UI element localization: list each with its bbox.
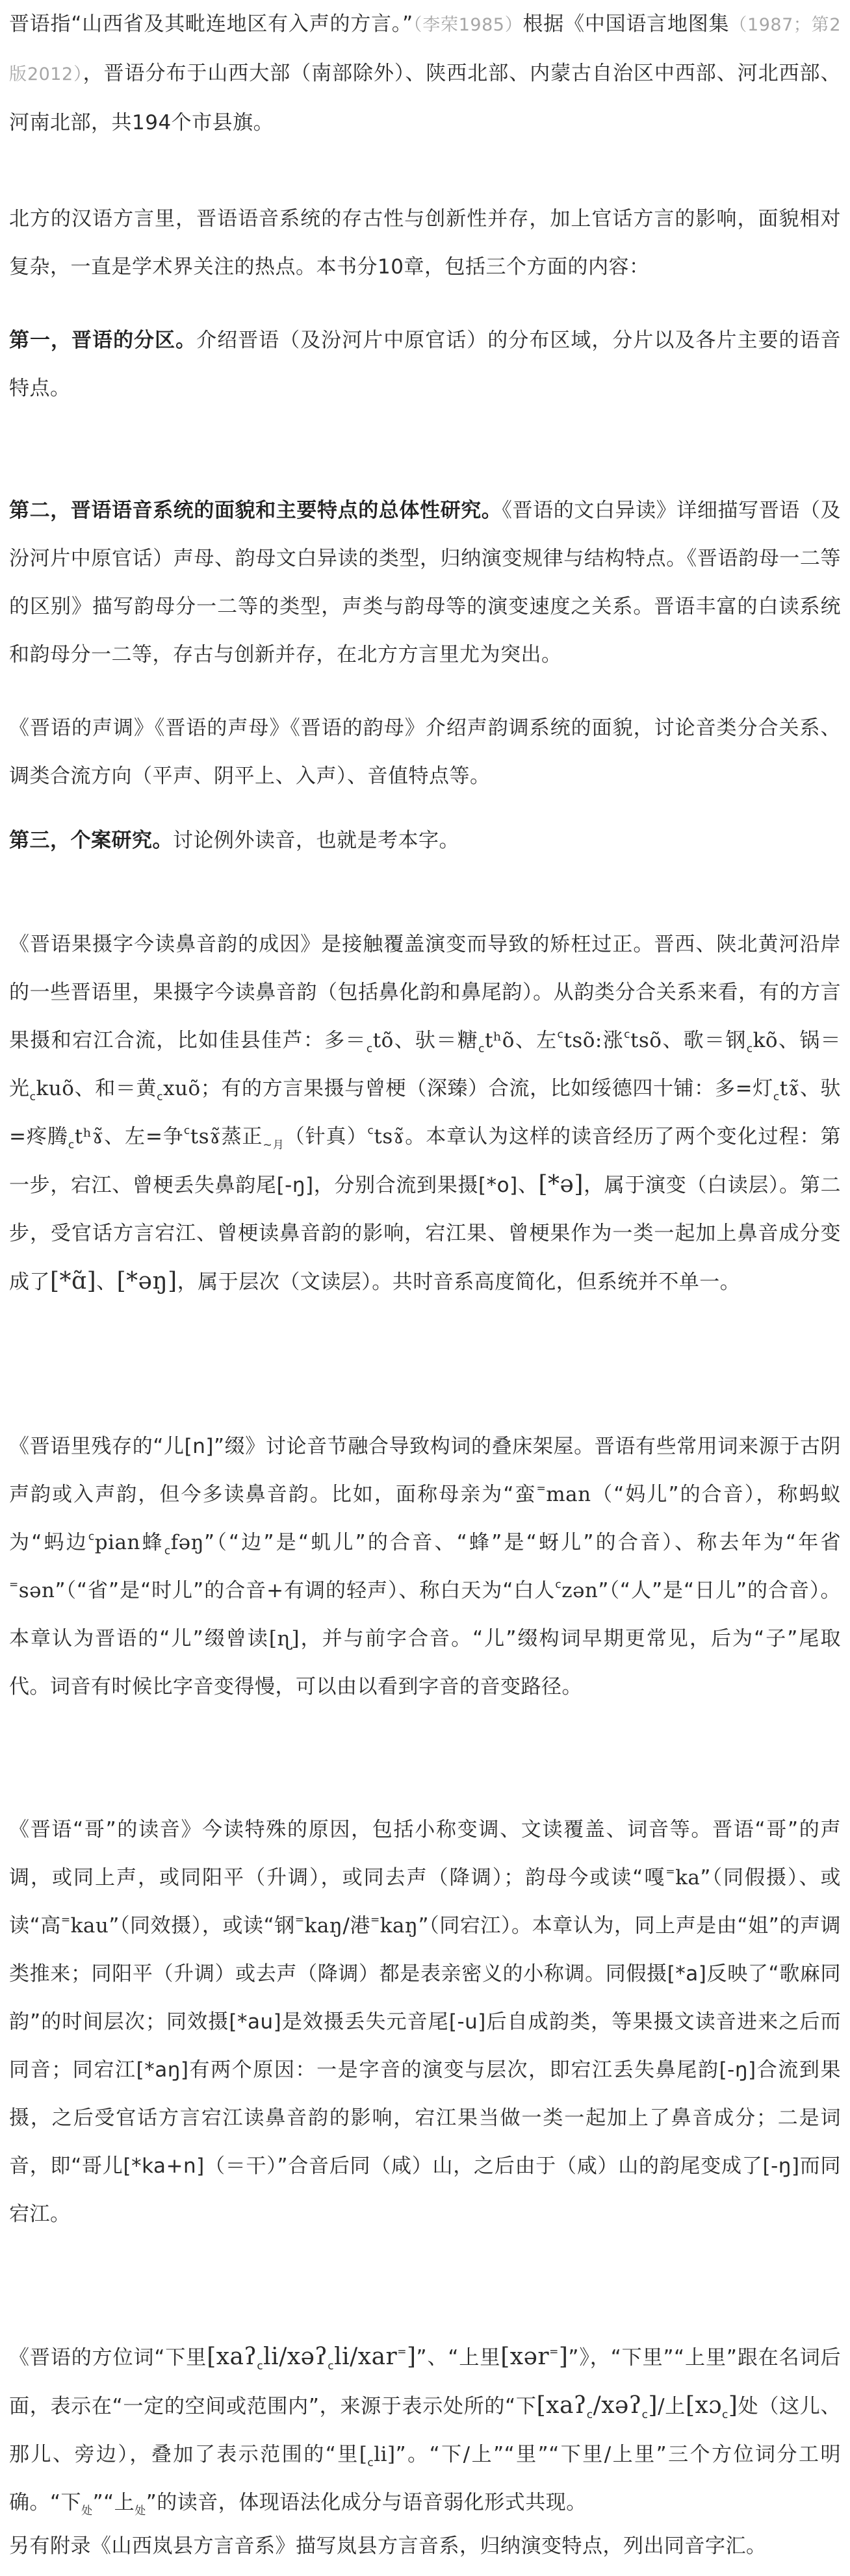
guoshe-text: 、 bbox=[96, 1270, 117, 1294]
subscript-note: ~月 bbox=[263, 1139, 285, 1152]
ipa-transcription: tsɤ̃ bbox=[374, 1125, 405, 1148]
ipa-transcription: li] bbox=[374, 2443, 396, 2466]
ipa-transcription: kau bbox=[70, 1914, 109, 1938]
citation-atlas: （1987；第2版2012） bbox=[9, 15, 841, 84]
fangwei-text: 处（这儿、那儿、旁边），叠加了表示范围的“里 bbox=[9, 2395, 841, 2466]
er-text: ”（“人”是“日儿”的合音）。本章认为晋语的“儿”缀曾读 bbox=[9, 1579, 841, 1650]
ipa-transcription: [xər bbox=[500, 2343, 550, 2370]
intro-paragraph bbox=[9, 0, 841, 147]
part3-heading: 第三，个案研究。 bbox=[9, 829, 173, 852]
ipa-transcription: [xaʔ bbox=[536, 2392, 587, 2419]
guoshe-text: 、和＝黄 bbox=[74, 1077, 157, 1100]
ipa-transcription: ] bbox=[648, 2392, 658, 2419]
ipa-transcription: [ bbox=[359, 2443, 368, 2466]
fangwei-text: ”》，“下里”“上里”跟在名词后面，表示在“一定的空间或范围内”，来源于表示处所的“下 bbox=[9, 2346, 841, 2418]
ipa-transcription: tõ bbox=[372, 1029, 394, 1052]
guoshe-text: 、左 bbox=[514, 1029, 558, 1052]
part3-paragraph bbox=[9, 816, 841, 865]
guoshe-text: 《晋语果摄字今读鼻音韵的成因》是接触覆盖演变而导致的矫枉过正。晋西、陕北黄河沿岸的一些晋语里，果摄字今读鼻音韵（包括鼻化韵和鼻尾韵）。从韵类分合关系来看，有的方言果摄和宕江合流，比如佳县佳芦：多＝ bbox=[9, 933, 841, 1052]
guoshe-text: 涨 bbox=[602, 1029, 625, 1052]
guoshe-text: 。本章认为这样的读音经历了两个变化过程：第一步，宕江、曾梗丢失鼻韵尾[-ŋ]，分别合流到果摄[*o]、 bbox=[9, 1125, 842, 1197]
appendix-paragraph: 另有附录《山西岚县方言音系》描写岚县方言音系，归纳演变特点，列出同音字汇。 bbox=[9, 2534, 767, 2558]
ipa-transcription: pian bbox=[94, 1531, 140, 1554]
ipa-transcription: man bbox=[546, 1483, 591, 1506]
fangwei-text: ”“上 bbox=[92, 2491, 135, 2514]
part2-heading: 第二，晋语语音系统的面貌和主要特点的总体性研究。 bbox=[9, 499, 502, 522]
ipa-transcription: zən bbox=[561, 1579, 599, 1602]
part2-body: 《晋语的文白异读》详细描写晋语（及汾河片中原官话）声母、韵母文白异读的类型，归纳演变规律与结构特点。《晋语韵母一二等的区别》描写韵母分一二等的类型，声类与韵母等的演变速度之关系。晋语丰富的白读系统和韵母分一二等，存古与创新并存，在北方方言里尤为突出。 bbox=[9, 499, 842, 666]
subscript-note: 处 bbox=[135, 2505, 146, 2518]
ge-paragraph: 《晋语“哥”的读音》今读特殊的原因，包括小称变调、文读覆盖、词音等。晋语“哥”的声调，或同上声，或同阳平（升调），或同去声（降调）；韵母今或读“嘎=ka”（同假摄）、或读“高=kau”（同效摄），或读“钢=kaŋ/港=kaŋ”（同宕江）。本章认为，同上声是由“姐”的声调类推来；同阳平（升调）或去声（降调）都是表亲密义的小称调。同假摄[*a]反映了“歌麻同韵”的时间层次；同效摄[*au]是效摄丢失元音尾[-u]后自成韵类，等果摄文读音进来之后而同音；同宕江[*aŋ]有两个原因：一是字音的演变与层次，即宕江丢失鼻尾韵[-ŋ]合流到果摄，之后受官话方言宕江读鼻音韵的影响，宕江果当做一类一起加上了鼻音成分；二是词音，即“哥儿[*ka+n]（＝干）”合音后同（咸）山，之后由于（咸）山的韵尾变成了[-ŋ]而同宕江。 bbox=[9, 1818, 842, 2226]
ipa-transcription: kaŋ bbox=[304, 1914, 343, 1938]
ipa-transcription: kõ bbox=[753, 1029, 779, 1052]
ipa-transcription: ] bbox=[558, 2343, 569, 2370]
ipa-transcription: [*ɑ̃] bbox=[50, 1268, 97, 1294]
part1-paragraph bbox=[9, 316, 841, 412]
ipa-transcription: tsɤ̃ bbox=[190, 1125, 222, 1148]
guoshe-text: 、左=争 bbox=[103, 1125, 184, 1148]
part3-body: 讨论例外读音，也就是考本字。 bbox=[173, 829, 459, 852]
guoshe-text: 、歌＝钢 bbox=[662, 1029, 747, 1052]
er-text: 蜂 bbox=[140, 1531, 164, 1554]
fangwei-text: ”、“上里 bbox=[416, 2346, 501, 2369]
ge-text: ”（同效摄），或读“钢 bbox=[109, 1914, 295, 1938]
er-text: ，并与前字合音。“儿”缀构词早期更常见，后为“子”尾取代。词音有时候比字音变得慢，可以由以看到字音的音变路径。 bbox=[9, 1627, 841, 1698]
ipa-transcription: tsõ bbox=[630, 1029, 662, 1052]
ipa-transcription: [xɔ bbox=[685, 2392, 722, 2419]
intro-sentence-2: 根据《中国语言地图集 bbox=[522, 12, 730, 36]
ipa-transcription: [ɳ] bbox=[268, 1627, 300, 1650]
guoshe-text: ；有的方言果摄与曾梗（深臻）合流，比如绥德四十铺：多=灯 bbox=[200, 1077, 773, 1100]
ge-text: 《晋语“哥”的读音》今读特殊的原因，包括小称变调、文读覆盖、词音等。晋语“哥”的声调，或同上声，或同阳平（升调），或同去声（降调）；韵母今或读“嘎 bbox=[9, 1818, 841, 1889]
ipa-transcription: kuõ bbox=[36, 1077, 75, 1100]
guoshe-text: 蒸正 bbox=[221, 1125, 263, 1148]
ipa-transcription: /xəʔ bbox=[593, 2392, 642, 2419]
fangwei-text: 《晋语的方位词“下里 bbox=[9, 2346, 207, 2369]
ipa-transcription: xuõ bbox=[163, 1077, 201, 1100]
citation-li-rong: （李荣1985） bbox=[413, 15, 523, 35]
guoshe-text: ，属于层次（文读层）。共时音系高度简化，但系统并不单一。 bbox=[177, 1270, 741, 1294]
part1-body: 介绍晋语（及汾河片中原官话）的分布区域，分片以及各片主要的语音特点。 bbox=[9, 329, 842, 400]
er-text: （“妈儿”的合音），称蚂蚁为“蚂边 bbox=[9, 1483, 842, 1554]
ipa-transcription: ka bbox=[675, 1866, 701, 1889]
guoshe-text: （针真） bbox=[284, 1125, 368, 1148]
guoshe-text: 、锅＝光 bbox=[9, 1029, 842, 1100]
ipa-transcription: [xaʔ bbox=[207, 2343, 257, 2370]
ipa-transcription: fəŋ bbox=[170, 1531, 205, 1554]
er-text: ”（“边”是“虮儿”的合音、“蜂”是“蚜儿”的合音）、称去年为“年省 bbox=[204, 1531, 841, 1554]
ipa-transcription: li/xar bbox=[334, 2343, 398, 2370]
ge-text: /港 bbox=[342, 1914, 370, 1938]
guoshe-paragraph: 《晋语果摄字今读鼻音韵的成因》是接触覆盖演变而导致的矫枉过正。晋西、陕北黄河沿岸的一些晋语里，果摄字今读鼻音韵（包括鼻化韵和鼻尾韵）。从韵类分合关系来看，有的方言果摄和宕江合流，比如佳县佳芦：多$=_ctõ$、驮＝糖$_c$tʰõ、左$^c$tsõ:涨$^c$tsõ、歌＝钢$_c$kõ、锅＝光$_c$kuõ、和＝黄$_c$xuõ；有的方言果摄与曾梗（深臻）合流，比如绥德四十铺：多=灯$_c$tɤ̃、驮=疼腾$_c$tʰɤ̃、左=争$^c$tsɤ̃蒸正$_{\sim 月}$（针真）$^c$tsɤ̃。本章认为这样的读音经历了两个变化过程：第一步，宕江、曾梗丢失鼻韵尾[-ŋ]，分别合流到果摄[*o]、[*ə]，属于演变（白读层）。第二步，受官话方言宕江、曾梗读鼻音韵的影响，宕江果、曾梗果作为一类一起加上鼻音成分变成了[*ɑ̃]、[*əŋ]，属于层次（文读层）。共时音系高度简化，但系统并不单一。 bbox=[9, 933, 842, 1294]
ge-text: ”（同假摄）、或读“高 bbox=[9, 1866, 841, 1938]
ipa-transcription: ] bbox=[728, 2392, 738, 2419]
fangwei-text: ”。“下/上”“里”“下里/上里”三个方位词分工明确。“下 bbox=[9, 2443, 841, 2514]
ipa-transcription: tʰõ bbox=[484, 1029, 515, 1052]
fangwei-paragraph: 《晋语的方位词“下里[xaʔ$_c$li/xəʔ$_c$li/xar=]”、“上里[xər=]”》，“下里”“上里”跟在名词后面，表示在“一定的空间或范围内”，来源于表示处所的“下[xaʔ$_c$/xəʔ$_c$]/上[xɔ$_c$]处（这儿、那儿、旁边），叠加了表示范围的“里$[_cli]$”。“下/上”“里”“下里/上里”三个方位词分工明确。“下$_处$”“上$_处$”的读音，体现语法化成分与语音弱化形式共现。 bbox=[9, 2343, 841, 2518]
ipa-transcription: tsõ: bbox=[563, 1029, 602, 1052]
er-suffix-paragraph: 《晋语里残存的“儿[n]”缀》讨论音节融合导致构词的叠床架屋。晋语有些常用词来源于古阴声韵或入声韵，但今多读鼻音韵。比如，面称母亲为“蛮=man（“妈儿”的合音），称蚂蚁为“蚂边$^c$pian蜂$_c$fəŋ”（“边”是“虮儿”的合音、“蜂”是“蚜儿”的合音）、称去年为“年省=sən”（“省”是“时儿”的合音+有调的轻声）、称白天为“白人$^c$zən”（“人”是“日儿”的合音）。本章认为晋语的“儿”缀曾读[ɳ]，并与前字合音。“儿”缀构词早期更常见，后为“子”尾取代。词音有时候比字音变得慢，可以由以看到字音的音变路径。 bbox=[9, 1435, 842, 1698]
subscript-note: 处 bbox=[81, 2505, 93, 2518]
guoshe-text: ，属于演变（白读层）。第二步，受官话方言宕江、曾梗读鼻音韵的影响，宕江果、曾梗果作为一类一起加上鼻音成分变成了 bbox=[9, 1174, 841, 1294]
part2b-paragraph: 《晋语的声调》《晋语的声母》《晋语的韵母》介绍声韵调系统的面貌，讨论音类分合关系、调类合流方向（平声、阴平上、入声）、音值特点等。 bbox=[9, 716, 841, 788]
ipa-transcription: sən bbox=[18, 1579, 55, 1602]
guoshe-text: 、驮＝糖 bbox=[393, 1029, 479, 1052]
ipa-transcription: tʰɤ̃ bbox=[74, 1125, 104, 1148]
ipa-transcription: tɤ̃ bbox=[779, 1077, 800, 1100]
ipa-transcription: [*əŋ] bbox=[116, 1268, 177, 1294]
ge-text: ”（同宕江）。本章认为，同上声是由“姐”的声调类推来；同阳平（升调）或去声（降调）都是表亲密义的小称调。同假摄[*a]反映了“歌麻同韵”的时间层次；同效摄[*au]是效摄丢失元音尾[-u]后自成韵类，等果摄文读音进来之后而同音；同宕江[*aŋ]有两个原因：一是字音的演变与层次，即宕江丢失鼻尾韵[-ŋ]合流到果摄，之后受官话方言宕江读鼻音韵的影响，宕江果当做一类一起加上了鼻音成分；二是词音，即“哥儿[*ka+n]（＝干）”合音后同（咸）山，之后由于（咸）山的韵尾变成了[-ŋ]而同宕江。 bbox=[9, 1914, 842, 2226]
ipa-transcription: [*ə] bbox=[538, 1171, 584, 1198]
ipa-transcription: kaŋ bbox=[380, 1914, 419, 1938]
ipa-transcription: li/xəʔ bbox=[263, 2343, 328, 2370]
er-text: 《晋语里残存的“儿[n]”缀》讨论音节融合导致构词的叠床架屋。晋语有些常用词来源于古阴声韵或入声韵，但今多读鼻音韵。比如，面称母亲为“蛮 bbox=[9, 1435, 841, 1506]
guoshe-text: 、驮=疼腾 bbox=[9, 1077, 842, 1148]
overview-paragraph: 北方的汉语方言里，晋语语音系统的存古性与创新性并存，加上官话方言的影响，面貌相对复杂，一直是学术界关注的热点。本书分10章，包括三个方面的内容： bbox=[9, 207, 841, 279]
intro-sentence-1: 晋语指“山西省及其毗连地区有入声的方言。” bbox=[9, 12, 413, 36]
fangwei-text: ”的读音，体现语法化成分与语音弱化形式共现。 bbox=[146, 2491, 587, 2514]
part1-heading: 第一，晋语的分区。 bbox=[9, 329, 197, 352]
part2-paragraph bbox=[9, 486, 841, 679]
er-text: ”（“省”是“时儿”的合音+有调的轻声）、称白天为“白人 bbox=[55, 1579, 556, 1602]
fangwei-text: /上 bbox=[658, 2395, 686, 2418]
ipa-transcription: ] bbox=[407, 2343, 417, 2370]
intro-sentence-3: ，晋语分布于山西大部（南部除外）、陕西北部、内蒙古自治区中西部、河北西部、河南北部，共194个市县旗。 bbox=[9, 62, 842, 134]
